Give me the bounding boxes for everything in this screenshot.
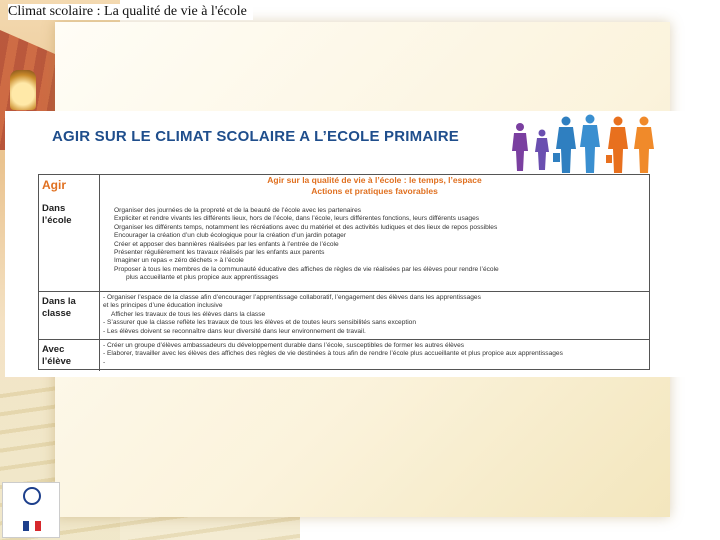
lamp-illustration [10, 70, 36, 110]
logo-mark-icon [23, 487, 41, 505]
agir-label: Agir [42, 178, 66, 192]
list-item: - Créer un groupe d’élèves ambassadeurs du développement durable dans l’école, susceptibles de former les autres élèves [103, 342, 465, 349]
list-item: Proposer à tous les membres de la communauté éducative des affiches de règles de vie réalisées par les élèves pour rendre l’école [114, 265, 499, 273]
table-header [100, 175, 649, 197]
table-row [39, 291, 649, 339]
list-item: Créer et apposer des bannières réalisées par les enfants à l’entrée de l’école [114, 240, 339, 248]
list-item: Encourager la création d’un club écologique pour la création d’un jardin potager [114, 232, 347, 240]
row-items [103, 342, 645, 367]
list-item: plus accueillante et plus propice aux apprentissages [126, 274, 279, 282]
list-item: Imaginer un repas « zéro déchets » à l’école [114, 257, 244, 265]
page-title: Climat scolaire : La qualité de vie à l'école [8, 4, 253, 20]
header-line: Actions et pratiques favorables [311, 186, 438, 196]
list-item: - Organiser l’espace de la classe afin d’encourager l’apprentissage collaboratif, l’engagement des élèves dans les apprentissages [103, 294, 481, 301]
list-item: Organiser des journées de la propreté et de la beauté de l’école avec les partenaires [114, 207, 362, 214]
actions-table [38, 174, 650, 370]
row-label: Avec l’élève [42, 344, 72, 367]
list-item: - Les élèves doivent se reconnaître dans leur diversité dans leur environnement de travail. [103, 327, 366, 335]
people-silhouettes-icon [508, 113, 670, 175]
flag-icon [23, 521, 41, 531]
row-label-cell [39, 175, 100, 291]
slide-heading: AGIR SUR LE CLIMAT SCOLAIRE A L’ECOLE PRIMAIRE [52, 128, 459, 145]
academie-logo [2, 482, 60, 538]
list-item: - Elaborer, travailler avec les élèves des affiches des règles de vie destinées à tous afin de rendre l’école plus accueillante et plus propice aux apprentissages [103, 350, 563, 358]
list-item: - [103, 358, 106, 366]
list-item: Organiser les différents temps, notamment les récréations avec du matériel et des activités ludiques et des lieux de repos possibles [114, 223, 498, 231]
list-item: Expliciter et rendre vivants les différents lieux, hors de l’école, dans l’école, leurs différentes fonctions, leurs différents usages [114, 215, 480, 223]
slide-image [5, 111, 688, 377]
list-item: Afficher les travaux de tous les élèves dans la classe [111, 310, 266, 318]
row-items [103, 294, 645, 336]
table-row [39, 175, 649, 291]
row-label-cell [39, 340, 100, 371]
list-item: Présenter régulièrement les travaux réalisés par les enfants aux parents [114, 249, 325, 257]
row-label: Dans l’école [42, 203, 72, 226]
list-item: - S’assurer que la classe reflète les travaux de tous les élèves et de toutes leurs sensibilités sans exception [103, 319, 417, 327]
list-item: et les principes d’une éducation inclusive [103, 302, 223, 310]
row-label: Dans la classe [42, 296, 76, 319]
table-row [39, 339, 649, 371]
row-items [114, 207, 645, 283]
header-line: Agir sur la qualité de vie à l’école : le temps, l’espace [267, 175, 482, 185]
row-label-cell [39, 292, 100, 339]
